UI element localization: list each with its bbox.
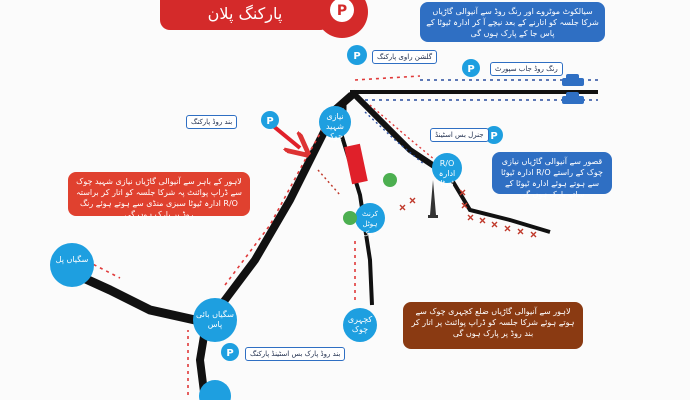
label-ro-tiuta: R/O ادارہ ٹیوٹا xyxy=(438,159,456,188)
label-shahdara-pull: سگیاں پل xyxy=(55,255,89,264)
tag-bus-stand: جنرل بس اسٹینڈ xyxy=(430,128,489,142)
info-box-kacheri: لاہور سے آنیوالی گاڑیاں ضلع کچہری چوک سے ہوتے ہوئے شرکا جلسہ کو ڈراپ پوائنٹ پر اتار کر بند روڈ پر پارک ہوں گی xyxy=(403,302,583,349)
svg-text:P: P xyxy=(467,64,475,75)
closed-road-marks xyxy=(400,190,536,237)
label-minar-chowk: کرنٹ ہوٹل چوک xyxy=(361,210,379,238)
label-niazi-chowk: نیازی شہید چوک xyxy=(325,112,344,141)
info-box-ring-road: سیالکوٹ موٹروے اور رنگ روڈ سے آنیوالی گاڑیاں شرکا جلسہ کو اتارنے کے بعد نیچے آ کر ادارہ ٹیوٹا کے پاس جا کے پارک ہوں گی xyxy=(420,2,605,42)
info-box-kasur: قصور سے آنیوالی گاڑیاں نیازی چوک کے راستے R/O ادارہ ٹیوٹا سے ہوتے ہوئے ادارہ ٹیوٹا کے ساتھ پارک ہوں گی xyxy=(492,152,612,194)
info-box-outside-lahore: لاہور کے باہر سے آنیوالی گاڑیاں نیازی شہید چوک سے ڈراپ پوائنٹ پہ شرکا جلسہ کو اتار کر براستہ R/O ادارہ ٹیوٹا سبزی منڈی سے ہوتے ہوئے رنگ روڈ پر پارک ہوں گی xyxy=(68,172,250,216)
parking-block xyxy=(344,144,368,184)
svg-text:P: P xyxy=(266,116,274,127)
tag-band-road-parking: بند روڈ پارکنگ xyxy=(186,115,237,129)
route-arrows-top xyxy=(355,76,420,80)
road-to-ro xyxy=(352,92,440,170)
tag-gulshan-ravi-parking: گلشن راوی پارکنگ xyxy=(372,50,437,64)
page-title: پارکنگ پلان xyxy=(160,0,330,30)
label-kacheri-chowk: کچہری چوک xyxy=(347,315,373,334)
svg-text:P: P xyxy=(226,348,234,359)
car-icon xyxy=(562,74,584,104)
route-arrows-inner xyxy=(318,170,340,195)
tag-bottom-parking: بند روڈ پارک بس اسٹینڈ پارکنگ xyxy=(245,347,345,361)
tag-ring-road: رنگ روڈ جاب سپورٹ xyxy=(490,62,563,76)
label-shahdara-bypass: سگیاں بائی پاس xyxy=(196,310,234,329)
svg-text:P: P xyxy=(336,3,348,19)
route-arrows-ro-red xyxy=(370,105,435,160)
svg-text:P: P xyxy=(490,131,498,142)
pointer-arrow xyxy=(272,125,300,148)
svg-text:P: P xyxy=(353,51,361,62)
